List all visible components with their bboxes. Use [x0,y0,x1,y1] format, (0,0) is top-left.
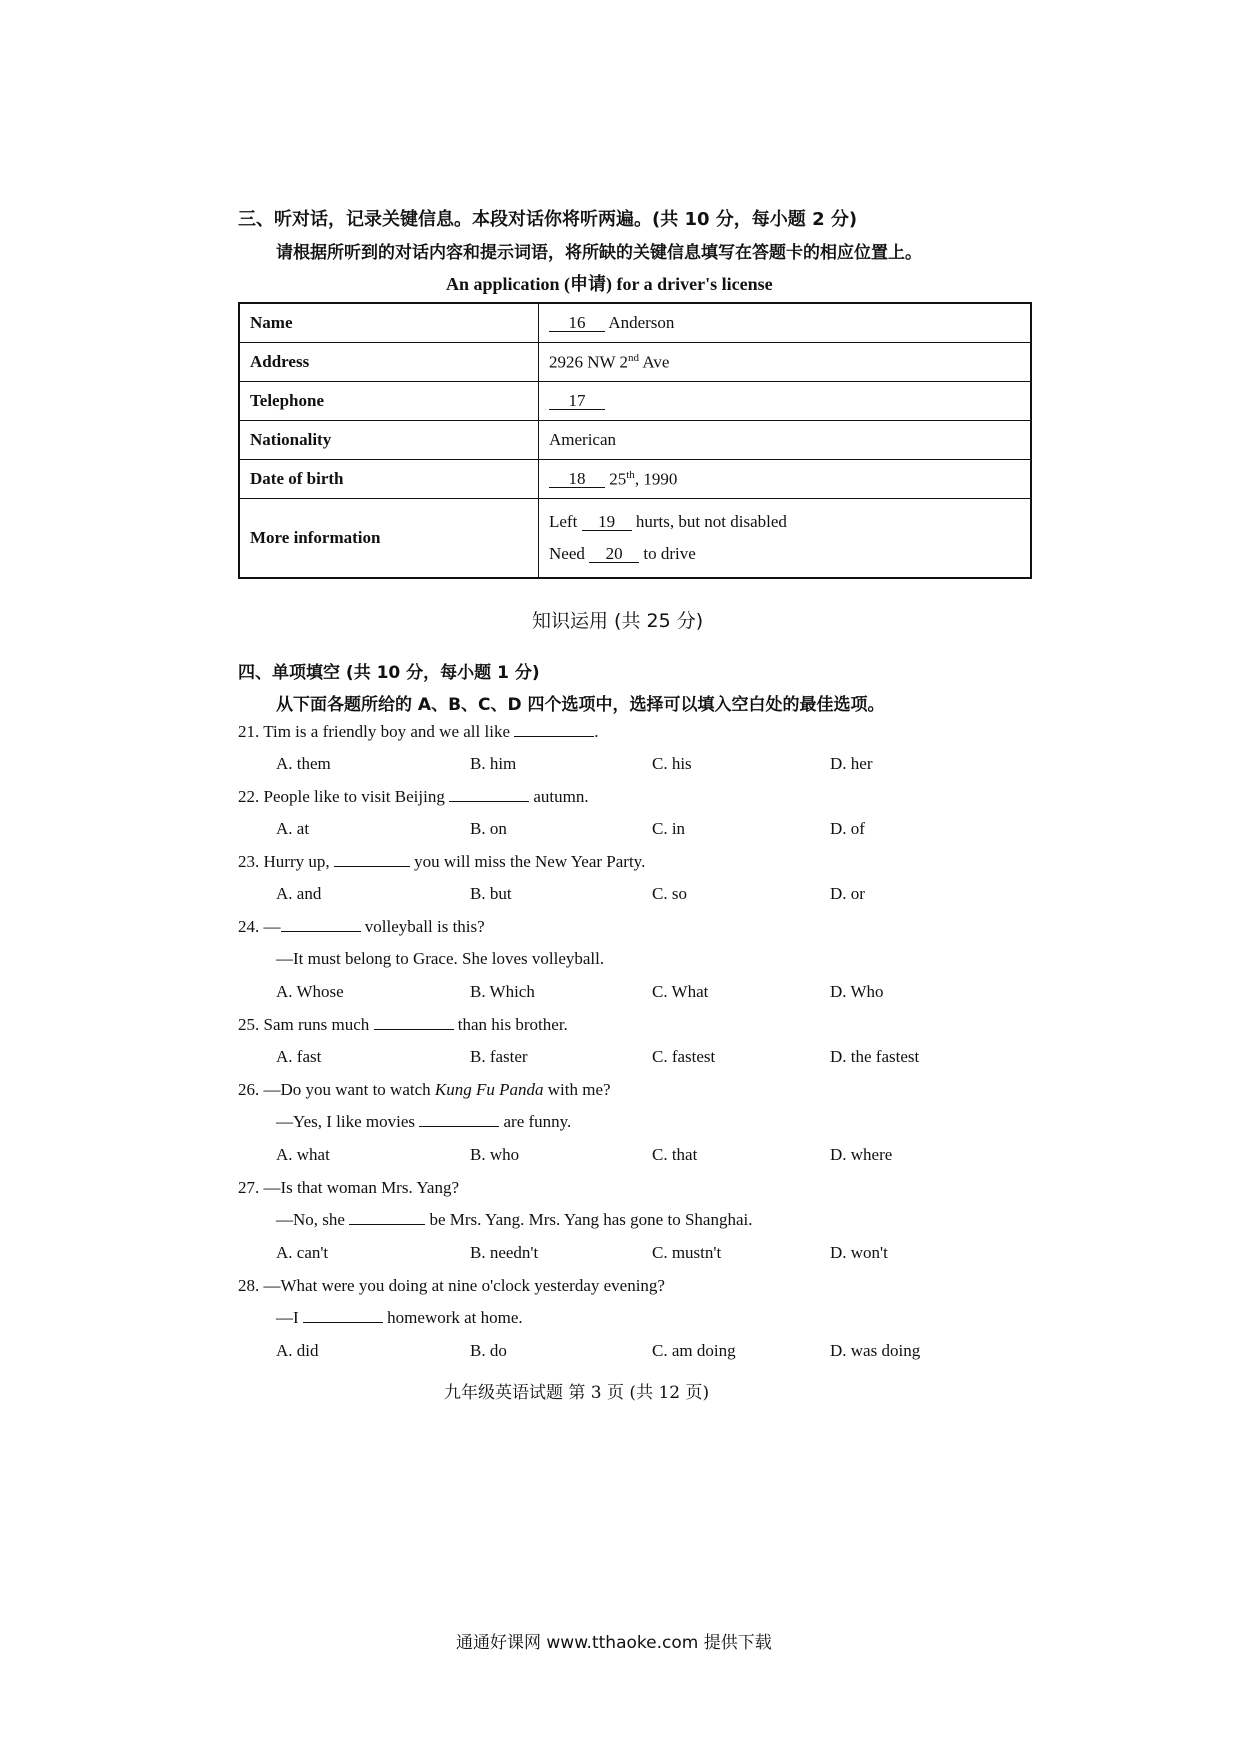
form-label: Date of birth [239,460,539,499]
form-caption: An application (申请) for a driver's license [446,274,773,294]
option-b[interactable]: B. faster [470,1047,528,1066]
question-text: —No, she [276,1210,345,1229]
option-b[interactable]: B. Which [470,982,535,1001]
option-a[interactable]: A. did [276,1341,319,1360]
info-text: hurts, but not disabled [635,512,787,531]
option-d[interactable]: D. of [830,819,865,838]
answer-blank[interactable] [349,1224,425,1225]
option-a[interactable]: A. Whose [276,982,344,1001]
form-label: Address [239,343,539,382]
answer-blank[interactable] [449,801,529,802]
option-a[interactable]: A. and [276,884,322,903]
question-text: than his brother. [457,1015,568,1034]
question-text: —I [276,1308,299,1327]
option-d[interactable]: D. the fastest [830,1047,920,1066]
option-a[interactable]: A. fast [276,1047,322,1066]
option-b[interactable]: B. needn't [470,1243,539,1262]
question-text: are funny. [503,1112,572,1131]
answer-blank[interactable] [514,736,594,737]
form-value [539,460,1032,499]
section3-title: 三、听对话，记录关键信息。本段对话你将听两遍。(共 10 分，每小题 2 分) [238,209,858,230]
option-a[interactable]: A. them [276,754,331,773]
option-b[interactable]: B. who [470,1145,520,1164]
question-number: 26. [238,1080,260,1099]
question-text: autumn. [533,787,589,806]
application-form [238,302,1032,579]
question-24-reply: —It must belong to Grace. She loves volleyball. [276,949,605,968]
question-number: 25. [238,1015,260,1034]
question-21 [238,722,599,742]
option-c[interactable]: C. in [652,819,686,838]
form-value [539,343,1032,382]
option-c[interactable]: C. his [652,754,692,773]
option-d[interactable]: D. won't [830,1243,888,1262]
value-text: 25 [609,469,627,489]
question-24 [238,917,485,937]
question-22 [238,787,589,807]
option-c[interactable]: C. What [652,982,709,1001]
answer-blank[interactable] [419,1126,499,1127]
value-sup: nd [628,351,640,364]
option-b[interactable]: B. do [470,1341,507,1360]
option-a[interactable]: A. can't [276,1243,329,1262]
answer-blank[interactable] [334,866,410,867]
part-heading: 知识运用 (共 25 分) [532,610,704,632]
question-text: Tim is a friendly boy and we all like [263,722,510,741]
question-28-reply [276,1308,523,1328]
info-text: Left [549,512,578,531]
question-28 [238,1276,665,1296]
option-d[interactable]: D. was doing [830,1341,921,1360]
question-number: 24. [238,917,260,936]
option-b[interactable]: B. him [470,754,517,773]
form-value [539,382,1032,421]
option-c[interactable]: C. am doing [652,1341,736,1360]
info-text: to drive [643,544,696,563]
question-text: Hurry up, [263,852,330,871]
form-label: More information [239,499,539,579]
form-label: Nationality [239,421,539,460]
option-d[interactable]: D. or [830,884,865,903]
form-label: Telephone [239,382,539,421]
info-line-2 [549,538,1020,570]
question-text: —Yes, I like movies [276,1112,415,1131]
option-d[interactable]: D. Who [830,982,884,1001]
question-text: . [594,722,599,741]
question-26-reply [276,1112,571,1132]
form-row-nationality [239,421,1031,460]
section4-instruction: 从下面各题所给的 A、B、C、D 四个选项中，选择可以填入空白处的最佳选项。 [276,695,885,715]
option-c[interactable]: C. so [652,884,687,903]
form-value [539,303,1032,343]
blank-17[interactable]: 17 [549,393,605,410]
form-value: American [539,421,1032,460]
answer-blank[interactable] [281,931,361,932]
blank-19[interactable]: 19 [582,514,632,531]
question-text: People like to visit Beijing [263,787,445,806]
info-line-1 [549,506,1020,538]
value-text: Anderson [608,313,675,332]
question-text: —Is that woman Mrs. Yang? [263,1178,459,1197]
form-row-address [239,343,1031,382]
question-text: Sam runs much [263,1015,370,1034]
question-25 [238,1015,568,1035]
answer-blank[interactable] [303,1322,383,1323]
value-text: , 1990 [634,469,678,489]
option-c[interactable]: C. mustn't [652,1243,722,1262]
question-number: 22. [238,787,260,806]
question-27-reply [276,1210,752,1230]
question-23 [238,852,645,872]
section3-instruction: 请根据所听到的对话内容和提示词语，将所缺的关键信息填写在答题卡的相应位置上。 [276,243,922,263]
option-b[interactable]: B. on [470,819,507,838]
form-row-name [239,303,1031,343]
option-d[interactable]: D. where [830,1145,893,1164]
question-text: with me? [547,1080,611,1099]
info-text: Need [549,544,585,563]
option-c[interactable]: C. that [652,1145,698,1164]
question-text: —Do you want to watch [263,1080,431,1099]
question-27 [238,1178,459,1198]
value-text: 2926 NW 2 [549,352,629,372]
question-number: 27. [238,1178,260,1197]
question-text: be Mrs. Yang. Mrs. Yang has gone to Shanghai. [429,1210,753,1229]
question-text: homework at home. [387,1308,523,1327]
blank-16[interactable]: 16 [549,315,605,332]
question-number: 28. [238,1276,260,1295]
section4-title: 四、单项填空 (共 10 分，每小题 1 分) [238,663,540,683]
movie-title: Kung Fu Panda [434,1080,544,1099]
blank-20[interactable]: 20 [589,546,639,563]
question-text: — [263,917,281,936]
question-text: volleyball is this? [364,917,485,936]
form-value [539,499,1032,579]
form-row-more-information [239,499,1031,579]
question-number: 21. [238,722,260,741]
option-a[interactable]: A. what [276,1145,330,1164]
form-label: Name [239,303,539,343]
question-text: —What were you doing at nine o'clock yesterday evening? [263,1276,665,1295]
option-b[interactable]: B. but [470,884,512,903]
site-footer: 通通好课网 www.tthaoke.com 提供下载 [456,1633,772,1653]
value-sup: th [626,468,635,481]
option-d[interactable]: D. her [830,754,873,773]
question-text: you will miss the New Year Party. [414,852,646,871]
answer-blank[interactable] [374,1029,454,1030]
form-row-date-of-birth [239,460,1031,499]
option-c[interactable]: C. fastest [652,1047,716,1066]
form-row-telephone [239,382,1031,421]
value-text: Ave [639,352,670,372]
question-number: 23. [238,852,260,871]
blank-18[interactable]: 18 [549,471,605,488]
question-26 [238,1080,611,1100]
page-footer: 九年级英语试题 第 3 页 (共 12 页) [444,1383,710,1403]
option-a[interactable]: A. at [276,819,310,838]
